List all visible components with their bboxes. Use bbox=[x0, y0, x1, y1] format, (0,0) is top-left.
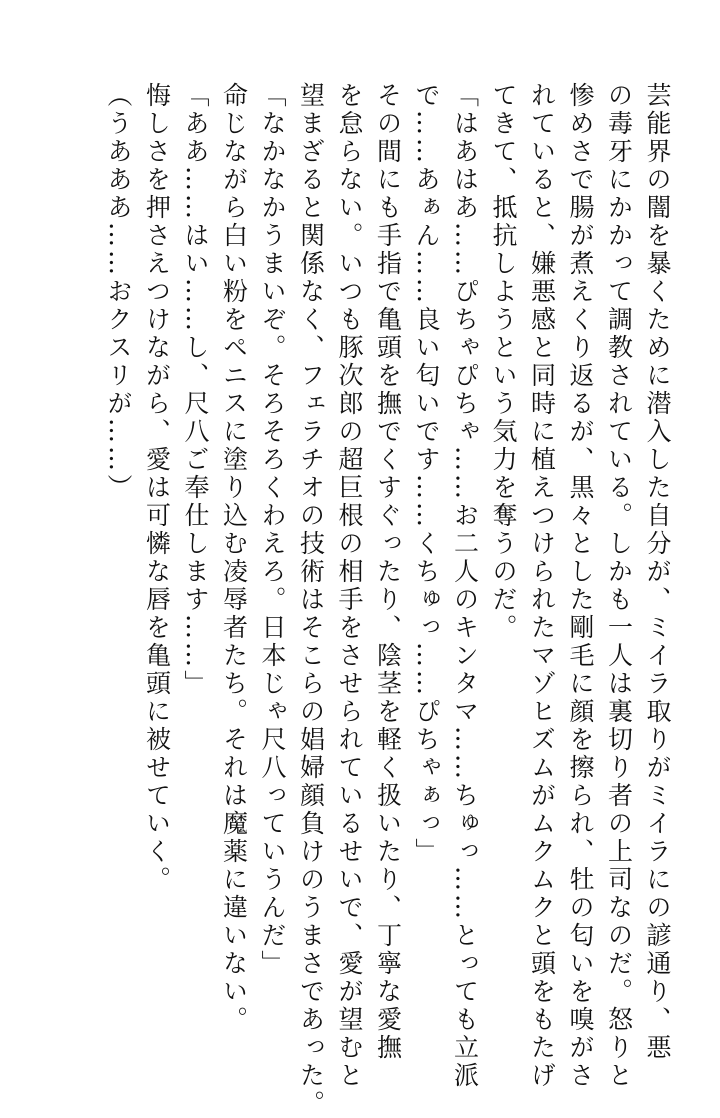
text-line-3: 惨めさで腸が煮えくり返るが、黒々とした剛毛に顔を擦られ、牡の匂いを嗅がさ bbox=[566, 82, 595, 1090]
text-line-5: てきて、抵抗しようという気力を奪うのだ。 bbox=[489, 82, 518, 642]
text-line-14: 悔しさを押さえつけながら、愛は可憐な唇を亀頭に被せていく。 bbox=[142, 82, 172, 894]
text-line-10: 望まざると関係なく、フェラチオの技術はそこらの娼婦顔負けのうまさであった。 bbox=[296, 82, 326, 1118]
text-line-1: 芸能界の闇を暴くために潜入した自分が、ミイラ取りがミイラにの諺通り、悪 bbox=[643, 82, 672, 1062]
text-line-12: 命じながら白い粉をペニスに塗り込む凌辱者たち。それは魔薬に違いない。 bbox=[219, 82, 249, 1034]
text-line-13: 「ああ……はい……し、尺八ご奉仕します……」 bbox=[181, 82, 210, 698]
text-line-6: 「はあはあ……ぴちゃぴちゃ……お二人のキンタマ……ちゅっ……とっても立派 bbox=[450, 82, 480, 1090]
text-line-11: 「なかなかうまいぞ。そろそろくわえろ。日本じゃ尺八っていうんだ」 bbox=[258, 82, 287, 978]
text-line-15: （うあああ……おクスリが……） bbox=[104, 82, 133, 502]
vertical-text-body bbox=[99, 82, 677, 1118]
text-line-4: れていると、嫌悪感と同時に植えつけられたマゾヒズムがムクムクと頭をもたげ bbox=[527, 82, 557, 1090]
text-line-2: の毒牙にかかって調教されている。しかも一人は裏切り者の上司なのだ。怒りと bbox=[604, 82, 634, 1090]
text-line-7: で……あぁん……良い匂いです……くちゅっ……ぴちゃぁっ」 bbox=[412, 82, 441, 866]
text-line-8: その間にも手指で亀頭を撫でくすぐったり、陰茎を軽く扱いたり、丁寧な愛撫 bbox=[373, 82, 403, 1062]
text-line-9: を怠らない。いつも豚次郎の超巨根の相手をさせられているせいで、愛が望むと bbox=[335, 82, 364, 1090]
